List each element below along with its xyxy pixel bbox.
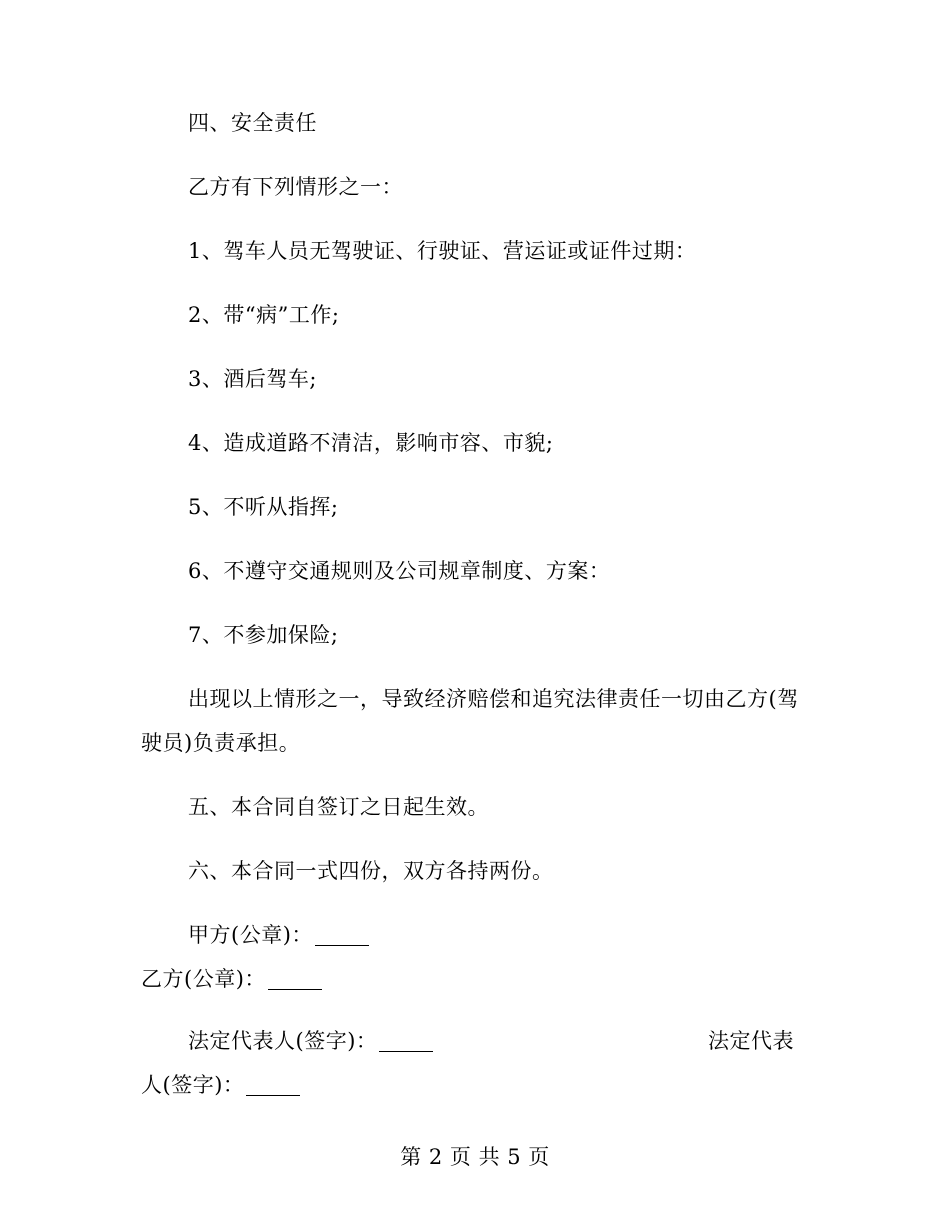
page-number-footer: 第 2 页 共 5 页 [400, 1145, 550, 1169]
party-a-seal-label: 甲方(公章)： [188, 923, 313, 947]
list-item: 2、带“病”工作; [188, 303, 340, 327]
section-4-heading: 四、安全责任 [188, 111, 317, 135]
list-item: 5、不听从指挥; [188, 495, 339, 519]
list-item: 4、造成道路不清洁，影响市容、市貌; [188, 431, 554, 455]
rep-a-label: 法定代表人(签字)： [188, 1029, 378, 1053]
section-5-text: 五、本合同自签订之日起生效。 [188, 795, 489, 819]
rep-b-blank [246, 1077, 300, 1096]
section-6-text: 六、本合同一式四份，双方各持两份。 [188, 859, 554, 883]
list-item: 3、酒后驾车; [188, 367, 317, 391]
section-4-conclusion-line2: 驶员)负责承担。 [141, 731, 301, 755]
rep-b-label-part2: 人(签字)： [141, 1073, 245, 1097]
list-item: 7、不参加保险; [188, 623, 339, 647]
party-b-seal-label: 乙方(公章)： [141, 967, 266, 991]
party-a-seal-line [188, 922, 369, 948]
rep-a-line [188, 1028, 433, 1054]
section-4-conclusion-line1: 出现以上情形之一，导致经济赔偿和追究法律责任一切由乙方(驾 [188, 687, 799, 711]
rep-b-label-part1: 法定代表 [708, 1029, 794, 1053]
party-b-seal-blank [268, 971, 322, 990]
list-item: 6、不遵守交通规则及公司规章制度、方案： [188, 559, 611, 583]
list-item: 1、驾车人员无驾驶证、行驶证、营运证或证件过期： [188, 239, 697, 263]
rep-b-line [141, 1072, 300, 1098]
party-a-seal-blank [315, 927, 369, 946]
rep-a-blank [379, 1033, 433, 1052]
party-b-seal-line [141, 966, 322, 992]
section-4-intro: 乙方有下列情形之一： [188, 175, 403, 199]
